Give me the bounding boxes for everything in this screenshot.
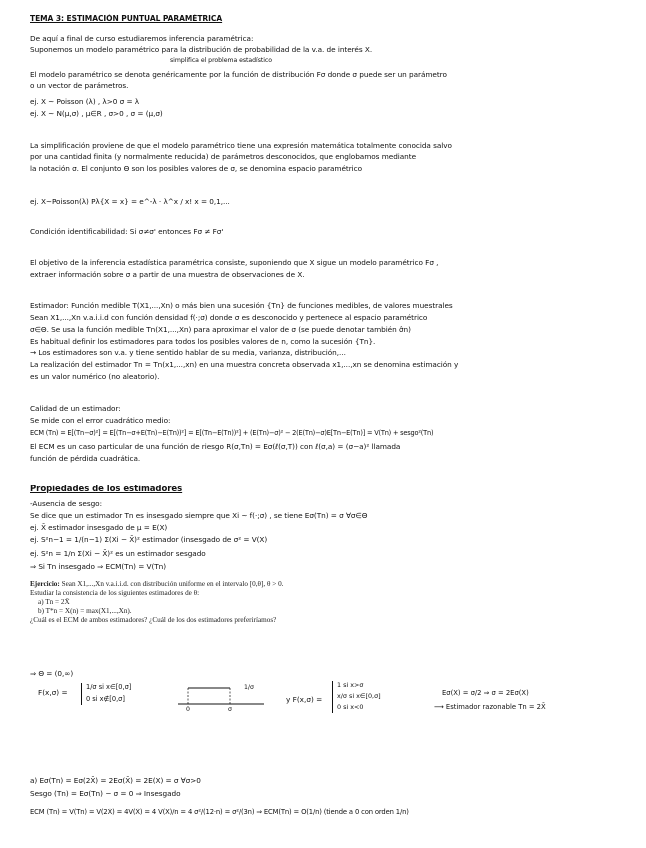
graph-zero-label: 0 xyxy=(186,706,190,713)
estimator-line: es un valor numérico (no aleatorio). xyxy=(30,372,160,381)
cdf-lhs: y F(x,σ) = xyxy=(286,695,323,704)
quality-heading: Calidad de un estimador: xyxy=(30,404,121,413)
mean-line: Eσ(X) = σ/2 ⇒ σ = 2Eσ(X) xyxy=(442,689,529,697)
exercise-label: Ejercicio: xyxy=(30,580,60,588)
solution-line: Sesgo (Tn) = Eσ(Tn) − σ = 0 ⇒ Insesgado xyxy=(30,789,181,798)
cdf-case: 1 si x>σ xyxy=(337,681,364,689)
exercise-question: ¿Cuál es el ECM de ambos estimadores? ¿Cuál de los dos estimadores preferiríamos? xyxy=(30,616,277,624)
simplification-line: La simplificación proviene de que el modelo paramétrico tiene una expresión matemática totalmente conocida salvo xyxy=(30,141,452,150)
properties-title: Propiedades de los estimadores xyxy=(30,485,183,494)
exercise-box xyxy=(30,580,292,625)
quality-line: El ECM es un caso particular de una función de riesgo R(σ,Tn) = Eσ(ℓ(σ,T)) con ℓ(σ,a) = (σ−a)² llamada xyxy=(30,442,401,451)
properties-line: ej. S²n = 1/n Σ(Xi − X̄)² es un estimador sesgado xyxy=(30,549,206,558)
simplification-line: la notación σ. El conjunto Θ son los posibles valores de σ, se denomina espacio paramétrico xyxy=(30,164,363,173)
density-case: 1/σ si x∈[0,σ] xyxy=(86,683,132,691)
estimator-line: Estimador: Función medible T(X1,...,Xn) o más bien una sucesión {Tn} de funciones medibles, de valores muestrales xyxy=(30,301,453,310)
estimator-line: Es habitual definir los estimadores para todos los posibles valores de n, como la sucesión {Tn}. xyxy=(30,337,376,346)
properties-line: -Ausencia de sesgo: xyxy=(30,499,102,508)
properties-line: ⇒ Si Tn insesgado ⇒ ECM(Tn) = V(Tn) xyxy=(30,562,167,571)
exercise-text: Sean X1,...,Xn v.a.i.i.d. con distribución uniforme en el intervalo [0,θ], θ > 0. Estudiar la consistencia de los siguientes estimadores de θ: xyxy=(30,580,284,597)
intro-line: De aquí a final de curso estudiaremos inferencia paramétrica: xyxy=(30,34,254,43)
properties-line: ej. S²n−1 = 1/(n−1) Σ(Xi − X̄)² estimador (insesgado de σ² = V(X) xyxy=(30,535,268,544)
example-line: ej. X ~ N(μ,σ) , μ∈R , σ>0 , σ = (μ,σ) xyxy=(30,109,163,118)
objective-line: El objetivo de la inferencia estadística paramétrica consiste, suponiendo que X sigue un modelo paramétrico Fσ , xyxy=(30,258,439,267)
exercise-item-a: a) Tn = 2X̄ xyxy=(38,598,70,606)
cdf-case: 0 si x<0 xyxy=(337,703,364,711)
estimator-line: La realización del estimador Tn = Tn(x1,...,xn) en una muestra concreta observada x1,...,xn se denomina estimación y xyxy=(30,360,459,369)
intro-line: Suponemos un modelo paramétrico para la distribución de probabilidad de la v.a. de interés X. xyxy=(30,45,373,54)
estimator-line: Sean X1,...,Xn v.a.i.i.d con función densidad f(·;σ) donde σ es desconocido y pertenece al espacio paramétrico xyxy=(30,313,428,322)
quality-line: función de pérdida cuadrática. xyxy=(30,454,141,463)
properties-line: ej. X̄ estimador insesgado de μ = E(X) xyxy=(30,523,168,532)
theta-space: ⇒ Θ = (0,∞) xyxy=(30,669,74,678)
density-case: 0 si x∉[0,σ] xyxy=(86,695,125,703)
properties-line: Se dice que un estimador Tn es insesgado siempre que Xi ~ f(·;σ) , se tiene Eσ(Tn) = σ ∀σ∈Θ xyxy=(30,511,368,520)
estimator-line: → Los estimadores son v.a. y tiene sentido hablar de su media, varianza, distribución,... xyxy=(30,348,346,357)
simplification-line: por una cantidad finita (y normalmente reducida) de parámetros desconocidos, que englobamos mediante xyxy=(30,152,417,161)
cdf-case: x/σ si x∈[0,σ] xyxy=(337,692,381,700)
poisson-example: ej. X~Poisson(λ) Pλ{X = x} = e^-λ · λ^x / x! x = 0,1,... xyxy=(30,197,230,206)
estimator-line: σ∈Θ. Se usa la función medible Tn(X1,...,Xn) para aproximar el valor de σ (se puede denotar también σ̂n) xyxy=(30,325,411,334)
exercise-item-b: b) T*n = X(n) = max(X1,...,Xn). xyxy=(38,607,132,615)
intro-line: El modelo paramétrico se denota genéricamente por la función de distribución Fσ donde σ puede ser un parámetro xyxy=(30,70,447,79)
page-title: TEMA 3: ESTIMACIÓN PUNTUAL PARAMÉTRICA xyxy=(30,14,223,23)
graph-height-label: 1/σ xyxy=(244,684,254,691)
identifiability-line: Condición identificabilidad: Si σ≠σ' entonces Fσ ≠ Fσ' xyxy=(30,227,224,236)
density-lhs: F(x,σ) = xyxy=(38,688,68,697)
solution-ecm-line: ECM (Tn) = V(Tn) = V(2X̄) = 4V(X̄) = 4 V(X)/n = 4 σ²/(12·n) = σ²/(3n) ⇒ ECM(Tn) = O(1/n) (tiende a 0 con orden 1/n) xyxy=(30,808,409,816)
objective-line: extraer información sobre σ a partir de una muestra de observaciones de X. xyxy=(30,270,305,279)
quality-line: Se mide con el error cuadrático medio: xyxy=(30,416,171,425)
example-line: ej. X ~ Poisson (λ) , λ>0 σ = λ xyxy=(30,97,140,106)
ecm-formula: ECM (Tn) = E[(Tn−σ)²] = E[(Tn−σ+E(Tn)−E(Tn))²] = E[(Tn−E(Tn))²] + (E(Tn)−σ)² − 2(E(Tn)−σ)E[Tn−E(Tn)] = V(Tn) + sesgo²(Tn) xyxy=(30,429,434,437)
intro-annotation: simplifica el problema estadístico xyxy=(170,57,272,64)
intro-line: o un vector de parámetros. xyxy=(30,81,129,90)
reasonable-estimator: ⟶ Estimador razonable Tn = 2X̄ xyxy=(434,703,546,711)
solution-line: a) Eσ(Tn) = Eσ(2X̄) = 2Eσ(X̄) = 2E(X) = σ ∀σ>0 xyxy=(30,776,201,785)
graph-sigma-label: σ xyxy=(228,706,232,713)
